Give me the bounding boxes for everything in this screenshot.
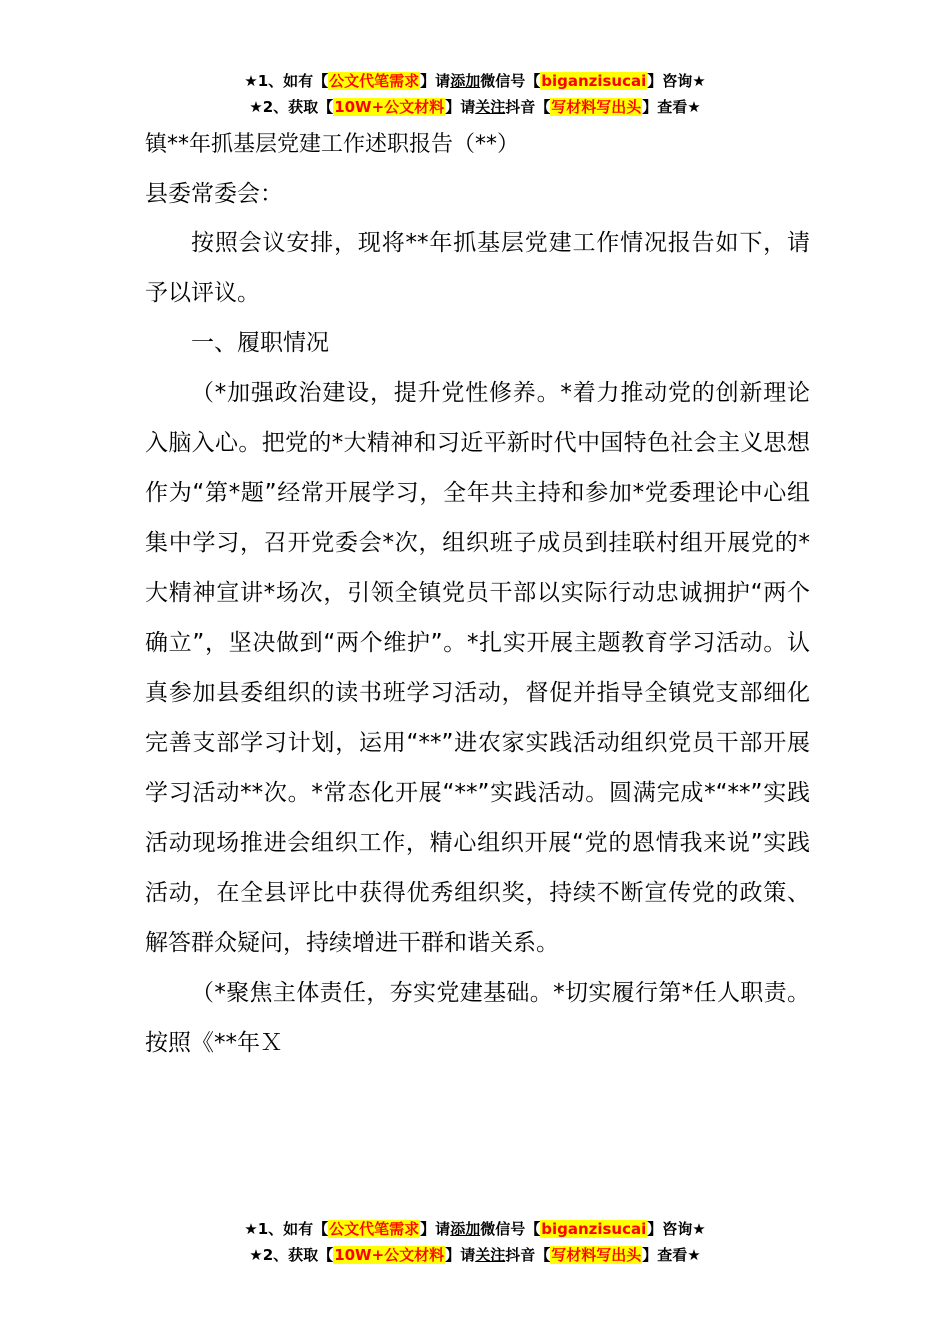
banner-text: 】请 — [445, 1246, 476, 1264]
banner-emphasis: 关注 — [475, 98, 506, 116]
banner-text: 抖音【 — [505, 98, 551, 116]
top-banner — [0, 68, 950, 120]
highlight-materials: 10W+公文材料 — [334, 1246, 445, 1264]
highlight-service: 公文代笔需求 — [329, 72, 420, 90]
banner-text: 微信号【 — [480, 72, 541, 90]
body-paragraph-1: （*加强政治建设，提升党性修养。*着力推动党的创新理论入脑入心。把党的*大精神和习近平新时代中国特色社会主义思想作为“第*题”经常开展学习，全年共主持和参加*党委理论中心组集中学习，召开党委会*次，组织班子成员到挂联村组开展党的*大精神宣讲*场次，引领全镇党员干部以实际行动忠诚拥护“两个确立”，坚决做到“两个维护”。*扎实开展主题教育学习活动。认真参加县委组织的读书班学习活动，督促并指导全镇党支部细化完善支部学习计划，运用“**”进农家实践活动组织党员干部开展学习活动**次。*常态化开展“**”实践活动。圆满完成*“**”实践活动现场推进会组织工作，精心组织开展“党的恩情我来说”实践活动，在全县评比中获得优秀组织奖，持续不断宣传党的政策、解答群众疑问，持续增进干群和谐关系。 — [145, 380, 810, 956]
banner-emphasis: 关注 — [475, 1246, 506, 1264]
highlight-service: 公文代笔需求 — [329, 1220, 420, 1238]
banner-emphasis: 添加 — [450, 72, 481, 90]
body-paragraph-2: （*聚焦主体责任，夯实党建基础。*切实履行第*任人职责。按照《**年Ｘ — [145, 980, 810, 1056]
banner-text: 】咨询★ — [647, 1220, 706, 1238]
highlight-wechat-id: biganzisucai — [541, 72, 647, 90]
banner-line-1 — [0, 1216, 950, 1242]
document-title: 镇**年抓基层党建工作述职报告（**） — [145, 132, 520, 157]
banner-text: 】咨询★ — [647, 72, 706, 90]
banner-text: 抖音【 — [505, 1246, 551, 1264]
banner-line-2 — [0, 94, 950, 120]
banner-text: 微信号【 — [480, 1220, 541, 1238]
highlight-wechat-id: biganzisucai — [541, 1220, 647, 1238]
highlight-materials: 10W+公文材料 — [334, 98, 445, 116]
banner-text: 】查看★ — [642, 98, 701, 116]
banner-text: ★2、获取【 — [249, 98, 334, 116]
highlight-douyin-account: 写材料写出头 — [551, 1246, 642, 1264]
banner-text: 】查看★ — [642, 1246, 701, 1264]
highlight-douyin-account: 写材料写出头 — [551, 98, 642, 116]
section-heading: 一、履职情况 — [191, 330, 329, 356]
bottom-banner — [0, 1216, 950, 1268]
intro-paragraph: 按照会议安排，现将**年抓基层党建工作情况报告如下，请予以评议。 — [145, 230, 810, 306]
banner-text: 】请 — [420, 72, 451, 90]
banner-text: 】请 — [420, 1220, 451, 1238]
banner-emphasis: 添加 — [450, 1220, 481, 1238]
banner-line-2 — [0, 1242, 950, 1268]
banner-text: ★1、如有【 — [244, 72, 329, 90]
banner-text: ★2、获取【 — [249, 1246, 334, 1264]
banner-line-1 — [0, 68, 950, 94]
document-body — [145, 128, 810, 1068]
banner-text: 】请 — [445, 98, 476, 116]
banner-text: ★1、如有【 — [244, 1220, 329, 1238]
salutation: 县委常委会： — [145, 181, 283, 207]
